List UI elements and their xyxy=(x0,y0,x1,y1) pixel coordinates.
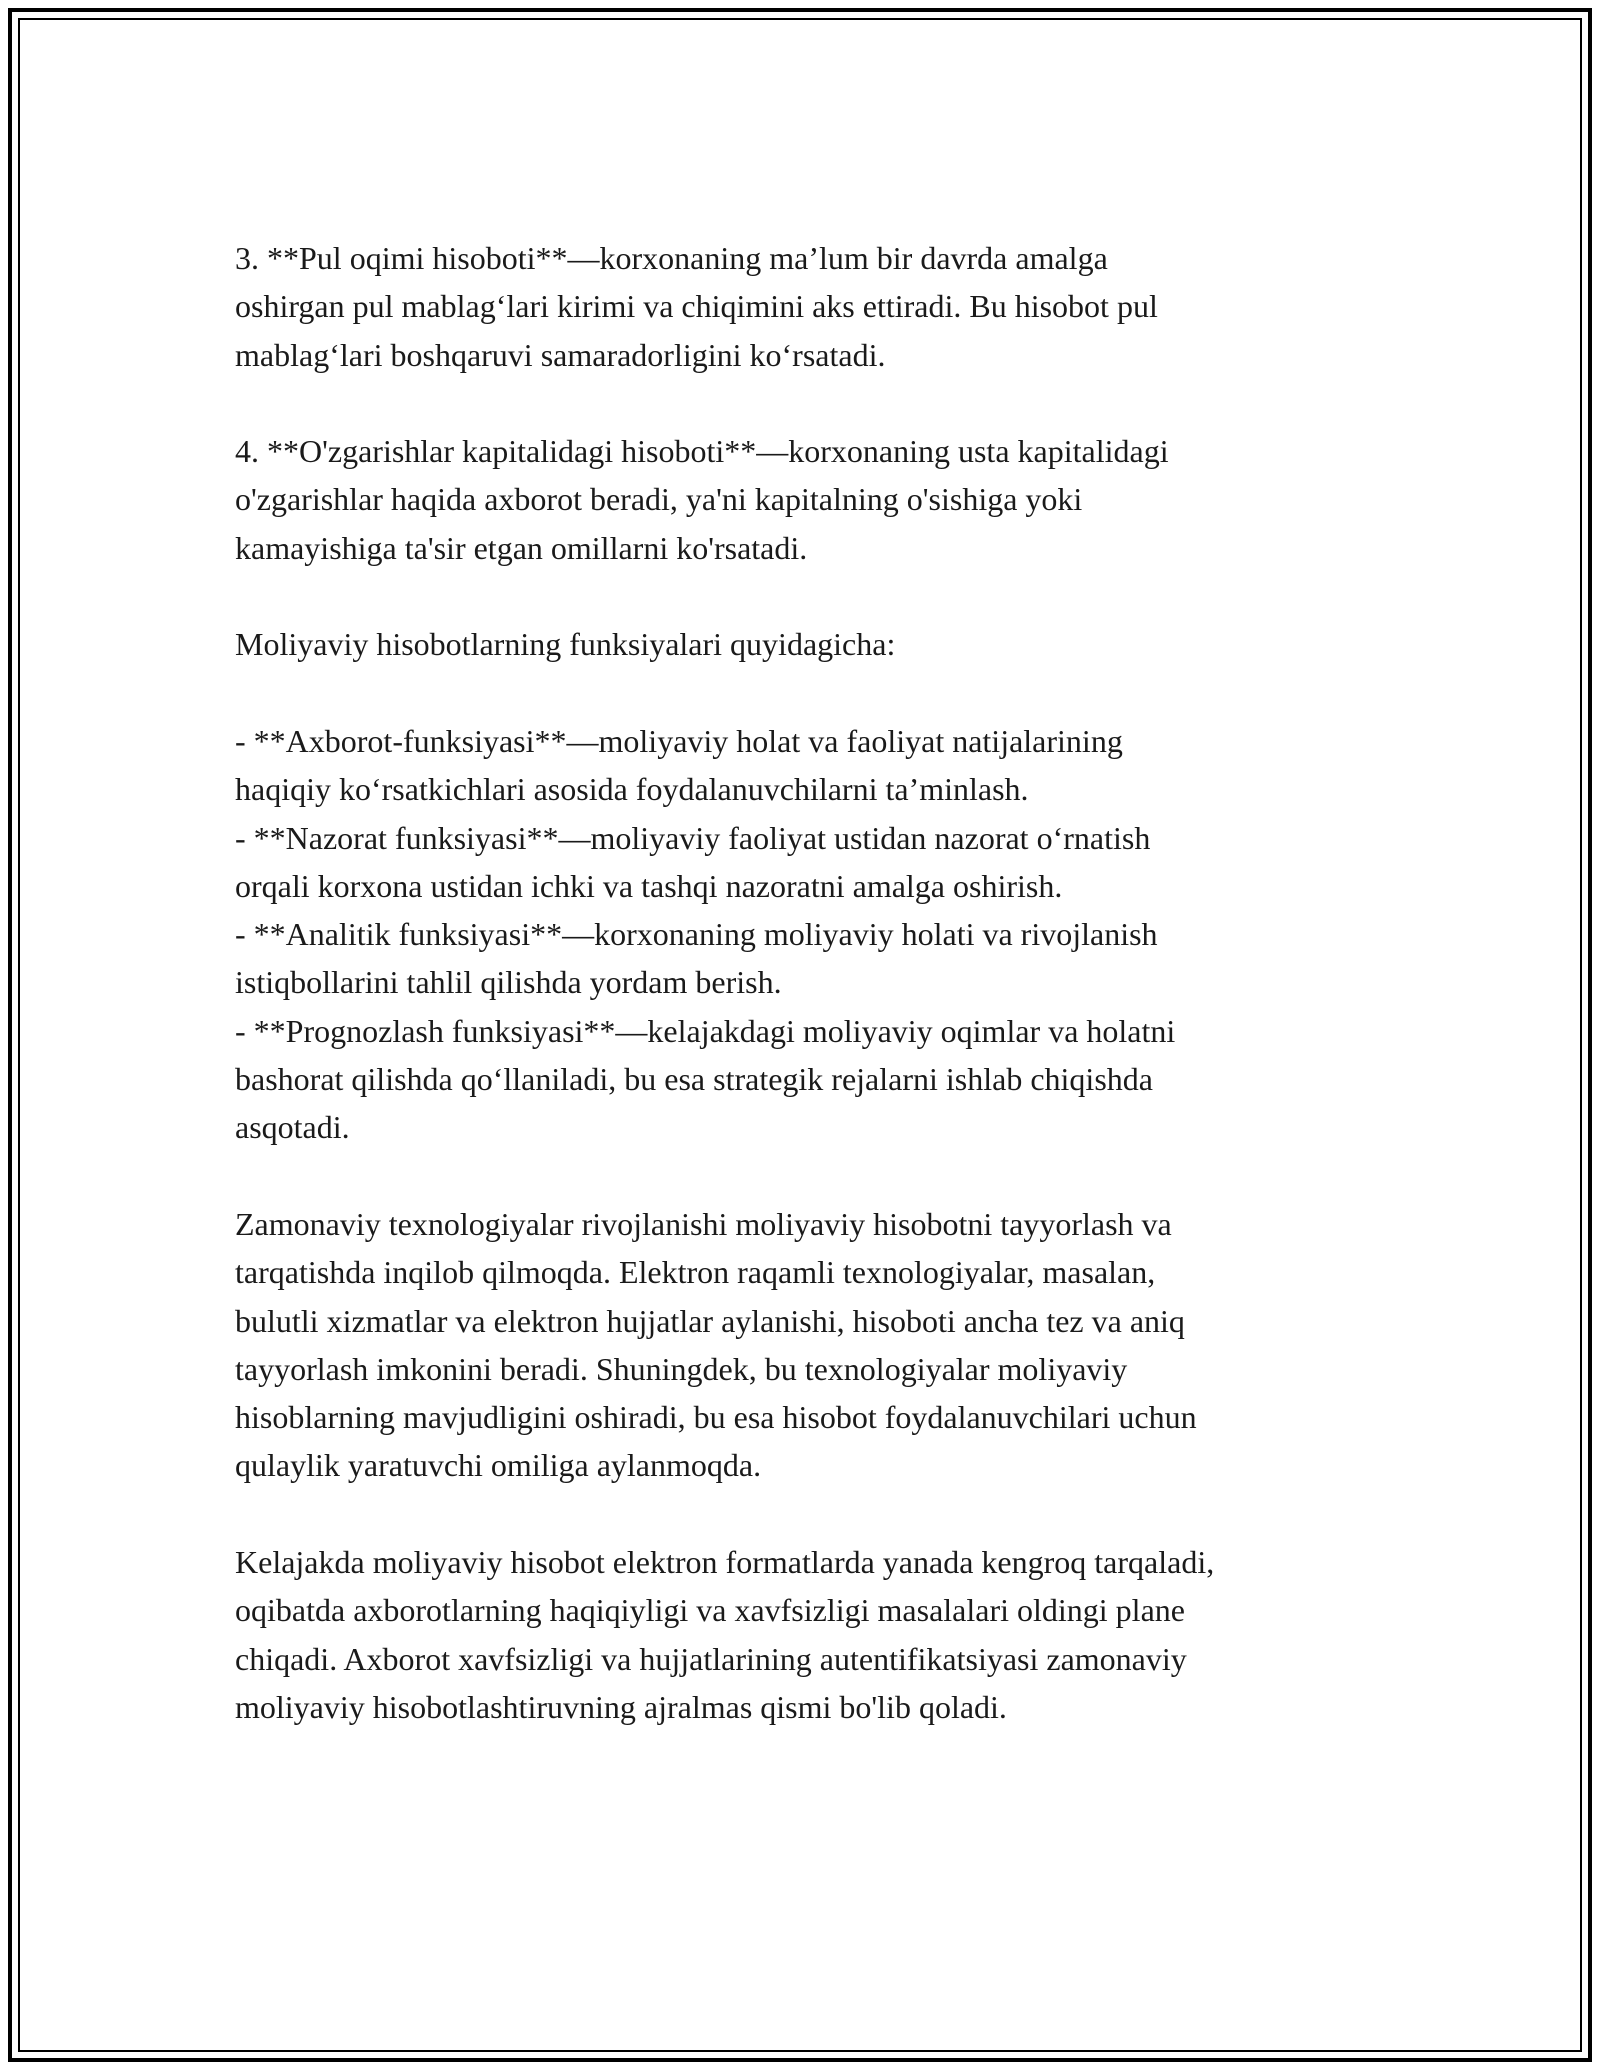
text-line: tayyorlash imkonini beradi. Shuningdek, bu texnologiyalar moliyaviy xyxy=(235,1350,1128,1387)
paragraph-spacer xyxy=(235,1490,1375,1538)
text-line: oshirgan pul mablag‘lari kirimi va chiqimini aks ettiradi. Bu hisobot pul xyxy=(235,288,1158,325)
text-line: bulutli xizmatlar va elektron hujjatlar aylanishi, hisoboti ancha tez va aniq xyxy=(235,1302,1185,1339)
text-line: Kelajakda moliyaviy hisobot elektron formatlarda yanada kengroq tarqaladi, xyxy=(235,1544,1215,1581)
funksiyalar-list xyxy=(235,717,1375,1152)
text-line: istiqbollarini tahlil qilishda yordam berish. xyxy=(235,964,782,1001)
paragraph-kelajakda xyxy=(235,1538,1375,1731)
list-item-nazorat-funksiyasi: - **Nazorat funksiyasi**—moliyaviy faoliyat ustidan nazorat o‘rnatish xyxy=(235,819,1151,856)
text-line: hisoblarning mavjudligini oshiradi, bu esa hisobot foydalanuvchilari uchun xyxy=(235,1399,1197,1436)
text-line: kamayishiga ta'sir etgan omillarni ko'rsatadi. xyxy=(235,529,808,566)
text-line: Zamonaviy texnologiyalar rivojlanishi moliyaviy hisobotni tayyorlash va xyxy=(235,1205,1172,1242)
paragraph-spacer xyxy=(235,1152,1375,1200)
text-line: asqotadi. xyxy=(235,1109,350,1146)
text-line: moliyaviy hisobotlashtiruvning ajralmas qismi bo'lib qoladi. xyxy=(235,1688,1007,1725)
paragraph-spacer xyxy=(235,379,1375,427)
text-line: orqali korxona ustidan ichki va tashqi nazoratni amalga oshirish. xyxy=(235,867,1063,904)
list-item-analitik-funksiyasi: - **Analitik funksiyasi**—korxonaning moliyaviy holati va rivojlanish xyxy=(235,916,1158,953)
paragraph-pul-oqimi-hisoboti xyxy=(235,234,1375,379)
paragraph-spacer xyxy=(235,669,1375,717)
paragraph-spacer xyxy=(235,572,1375,620)
text-line: tarqatishda inqilob qilmoqda. Elektron raqamli texnologiyalar, masalan, xyxy=(235,1254,1156,1291)
document-body xyxy=(235,234,1375,1731)
list-item-axborot-funksiyasi: - **Axborot-funksiyasi**—moliyaviy holat va faoliyat natijalarining xyxy=(235,722,1123,759)
text-line: chiqadi. Axborot xavfsizligi va hujjatlarining autentifikatsiyasi zamonaviy xyxy=(235,1640,1187,1677)
text-line: mablag‘lari boshqaruvi samaradorligini ko‘rsatadi. xyxy=(235,336,886,373)
text-line: 3. **Pul oqimi hisoboti**—korxonaning ma’lum bir davrda amalga xyxy=(235,240,1108,276)
text-line: o'zgarishlar haqida axborot beradi, ya'ni kapitalning o'sishiga yoki xyxy=(235,481,1083,518)
text-line: 4. **O'zgarishlar kapitalidagi hisoboti**—korxonaning usta kapitalidagi xyxy=(235,433,1169,470)
text-line: haqiqiy ko‘rsatkichlari asosida foydalanuvchilarni ta’minlash. xyxy=(235,771,1029,808)
text-line: oqibatda axborotlarning haqiqiyligi va xavfsizligi masalalari oldingi plane xyxy=(235,1592,1185,1629)
text-line: qulaylik yaratuvchi omiliga aylanmoqda. xyxy=(235,1447,762,1484)
text-line: Moliyaviy hisobotlarning funksiyalari quyidagicha: xyxy=(235,626,896,663)
paragraph-ozgarishlar-kapitalidagi-hisoboti xyxy=(235,427,1375,572)
paragraph-zamonaviy-texnologiyalar xyxy=(235,1200,1375,1490)
text-line: bashorat qilishda qo‘llaniladi, bu esa strategik rejalarni ishlab chiqishda xyxy=(235,1061,1153,1098)
list-item-prognozlash-funksiyasi: - **Prognozlash funksiyasi**—kelajakdagi moliyaviy oqimlar va holatni xyxy=(235,1012,1176,1049)
paragraph-funksiyalar-intro xyxy=(235,620,1375,668)
